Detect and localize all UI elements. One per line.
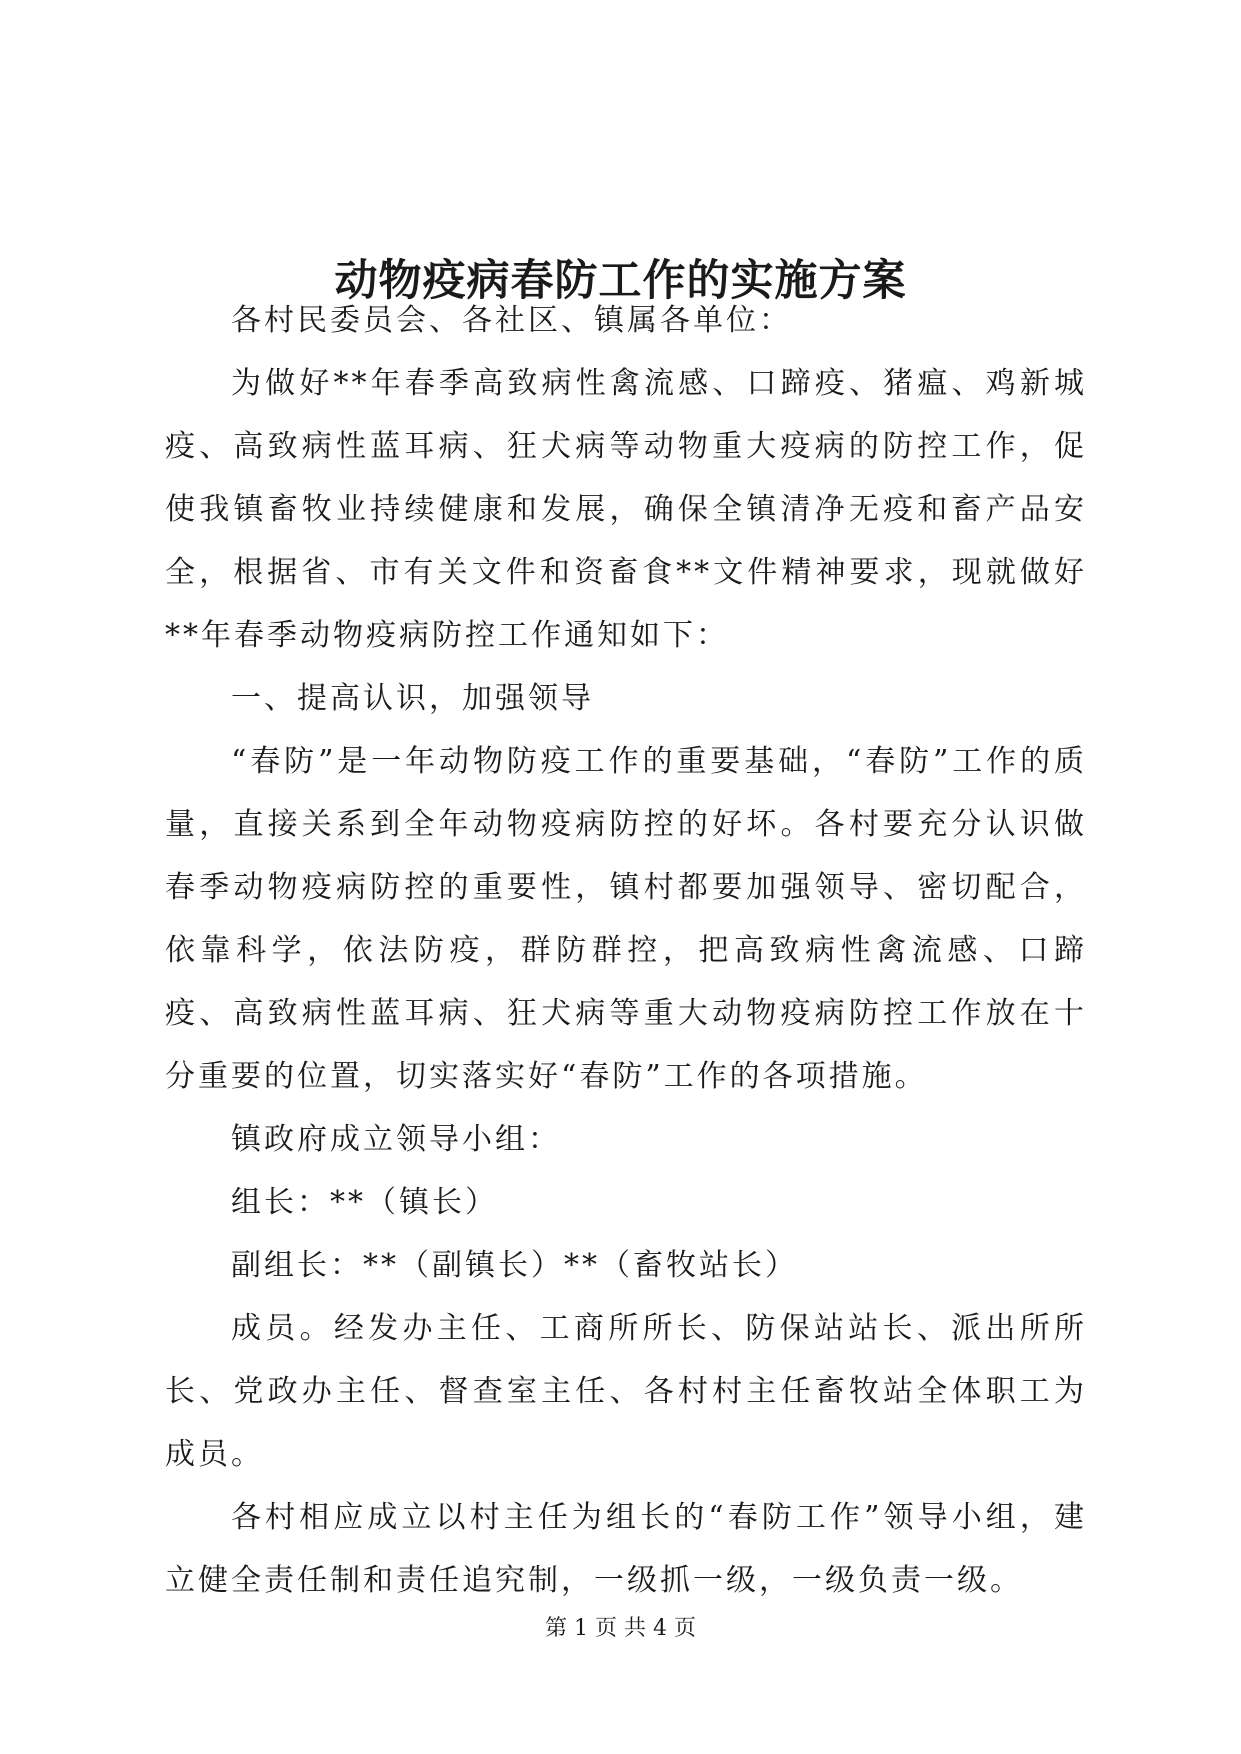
page-number-footer: 第 1 页 共 4 页 xyxy=(545,1616,696,1641)
deputy-leader-line: 副组长：**（副镇长）**（畜牧站长） xyxy=(231,1248,798,1283)
members-paragraph: 成员。经发办主任、工商所所长、防保站站长、派出所所长、党政办主任、督查室主任、各村村主任畜牧站全体职工为成员。 xyxy=(165,1311,1087,1472)
section-heading: 一、提高认识，加强领导 xyxy=(231,681,594,716)
group-leader-line: 组长：**（镇长） xyxy=(231,1185,498,1220)
leading-group-heading: 镇政府成立领导小组： xyxy=(231,1122,561,1157)
document-body xyxy=(165,289,1087,1612)
village-group-paragraph: 各村相应成立以村主任为组长的“春防工作”领导小组，建立健全责任制和责任追究制，一级抓一级，一级负责一级。 xyxy=(165,1500,1087,1598)
salutation-paragraph: 各村民委员会、各社区、镇属各单位： xyxy=(231,303,792,338)
body-paragraph: “春防”是一年动物防疫工作的重要基础，“春防”工作的质量，直接关系到全年动物疫病防控的好坏。各村要充分认识做春季动物疫病防控的重要性，镇村都要加强领导、密切配合，依靠科学，依法防疫，群防群控，把高致病性禽流感、口蹄疫、高致病性蓝耳病、狂犬病等重大动物疫病防控工作放在十分重要的位置，切实落实好“春防”工作的各项措施。 xyxy=(165,744,1087,1094)
intro-paragraph: 为做好**年春季高致病性禽流感、口蹄疫、猪瘟、鸡新城疫、高致病性蓝耳病、狂犬病等动物重大疫病的防控工作，促使我镇畜牧业持续健康和发展，确保全镇清净无疫和畜产品安全，根据省、市有关文件和资畜食**文件精神要求，现就做好**年春季动物疫病防控工作通知如下： xyxy=(165,366,1087,653)
document-title: 动物疫病春防工作的实施方案 xyxy=(334,255,907,306)
